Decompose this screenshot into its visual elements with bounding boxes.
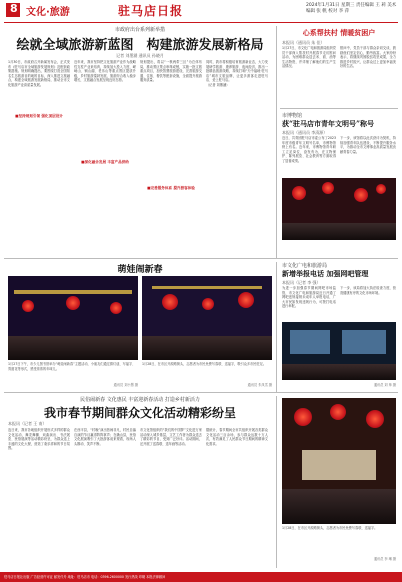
masthead-rule: [4, 22, 398, 23]
photo-left-caption: 1月27日下午，市少儿图书馆举办“萌娃闹新春”主题活动，小朋友们通过猜灯谜、写福字、剪窗花等形式，感受浓浓的年味儿。: [8, 362, 136, 371]
right-lower-byline: 本报讯（记者 李 强）: [282, 280, 321, 285]
lantern-shape: [292, 186, 306, 200]
bottom-column-4-text: 据统计，春节期间全市共组织开展各类群众文化活动三百余场，参与群众达数十万人次，有效满足了人民群众节日期间的精神文化需求。: [206, 428, 268, 446]
column-divider-2: [276, 262, 277, 392]
right-mid-column-1: [282, 136, 336, 176]
stage-light: [14, 290, 132, 294]
lead-headline: 绘就全域旅游新蓝图 构建旅游发展新格局: [16, 38, 264, 53]
lead-column-3: [140, 60, 202, 200]
bottom-kicker: 民俗闹新春 文化惠民 丰富迎新春活动 打造乡村新活力: [80, 397, 200, 403]
lead-column-1-text: 1月30日，市政府召开新闻发布会，正式发布《驻马店市全域旅游发展规划》及配套政策措施。规划明确提出，要围绕打造全国知名生态旅游目的地的目标，深入推进文旅融合，构建全域旅游发展新格局，推动全市文化旅游产业高质量发展。: [8, 60, 70, 87]
screen-shape: [342, 330, 386, 354]
masthead: [0, 0, 402, 22]
bottom-byline: 本报讯（记者 王 南）: [8, 421, 47, 426]
right-top-column-1: [282, 46, 336, 104]
bottom-headline: 我市春节期间群众文化活动精彩纷呈: [43, 406, 236, 420]
section-divider-2: [4, 392, 398, 393]
photo-right: [142, 276, 272, 360]
column-divider-3: [276, 396, 277, 568]
section-divider-1: [4, 258, 398, 259]
photo-left-credit: 通讯员 刘小慧 摄: [113, 383, 138, 387]
internet-cafe-photo: [282, 322, 396, 380]
bottom-column-3: [140, 428, 202, 568]
photo-left: [8, 276, 138, 360]
right-mid-column-2-text: 下一步，该馆将以此次获评为契机，持续加强青年队伍建设，不断提升服务水平，为推动全市文博事业高质量发展贡献青春力量。: [340, 136, 396, 154]
photo-feature-title: 萌娃闹新春: [117, 265, 163, 275]
right-lower-headline: 新增举报电话 加强网吧管理: [282, 269, 369, 278]
lead-subhead-3: ■完善服务体系 提升游客体验: [147, 186, 195, 190]
lead-kicker: 市政府出台系列新举措: [114, 27, 165, 33]
lead-continued: （记者 刘墨涵）: [206, 82, 230, 87]
section-title: 文化·旅游: [26, 7, 70, 18]
lead-byline: 记者 刘墨涵 通讯员 孙晓月: [116, 53, 164, 58]
lead-column-3-text: 规划提出，将以“一核两带三区”为总体布局，推动景区景点串珠成链，实施一批文旅重点项目，加快智慧旅游建设，完善旅游交通、住宿、餐饮等配套设施，全面提升旅游服务质量。: [140, 60, 202, 83]
photo-right-credit: 通讯员 朱凤雪 摄: [247, 383, 272, 387]
lantern-shape: [330, 404, 346, 420]
bottom-column-4: [206, 428, 268, 568]
page-number: 8: [10, 2, 18, 15]
bottom-photo-credit: 通讯员 李 琳 摄: [373, 557, 396, 561]
lead-subhead-2: ■深化融合发展 丰富产品供给: [81, 160, 129, 164]
footer-text: 驻马店日报社出版 广告经营许可证 邮发代号 地址：驻马店市 电话：0396-2600000 发行热线 印刷 本报法律顾问: [4, 575, 166, 579]
lantern-shape: [294, 408, 312, 426]
bottom-column-1: [8, 428, 70, 568]
lantern-shape: [110, 302, 122, 314]
right-lower-kicker: 市文化广电和旅游局: [282, 263, 328, 269]
lead-column-2-text: 近年来，我市坚持把文化旅游产业作为战略性支柱产业来培育，持续加大投入力度，嵘岈山、铜山湖、老乐山等重点景区提质升级，乡村旅游蓬勃发展，旅游综合收入稳步增长，文旅融合发展呈现良好态势。: [74, 60, 136, 83]
bottom-photo-caption: 1月28日，在市区开源路街头，志愿者为市民免费写春联、送福字。: [282, 526, 378, 530]
right-top-column-1-text: 1月27日，市文化广电和旅游局组织党员干部深入帮扶村开展春节走访慰问活动，为困难群众送去米、面、油等生活物资，并详细了解他们的生产生活情况。: [282, 46, 336, 69]
screen-shape: [290, 330, 330, 354]
bottom-column-3-text: 市文化馆组织的“我们的中国梦”文化进万家活动深入城乡基层，文艺工作者为群众送去了精彩的节目，受到广泛好评。活动期间，还开展了送春联、送年画等活动。: [140, 428, 202, 446]
lantern-shape: [366, 410, 384, 428]
right-mid-column-1-text: 近日，共青团驻马店市委公布了2023年度市级青年文明号名单，市博物馆榜上有名。近年来，市博物馆青年职工立足岗位、奋发有为，在文物保护、陈列展览、社会教育等方面取得了显著成绩。: [282, 136, 336, 163]
right-mid-headline: 获“驻马店市青年文明号”称号: [282, 119, 375, 128]
right-lower-credit: 通讯员 刘 帅 摄: [373, 383, 396, 387]
right-lower-column-1-text: 为进一步加强春节期间网吧市场监管，市文化广电和旅游局近日开通了网吧违规接纳未成年人举报电话，广大市民如发现违规行为，可拨打电话进行举报。: [282, 286, 336, 309]
lantern-shape: [238, 292, 254, 308]
crowd-shape: [8, 336, 138, 360]
stage-light: [152, 286, 262, 289]
crowd-shape: [282, 223, 396, 240]
right-lower-column-1: [282, 286, 336, 320]
lead-column-4-text: 同时，我市将积极培育旅游新业态，大力发展研学旅游、康养旅游、夜间经济，推出一批精品旅游线路，持续打响“天中福地·驻马店”城市文旅品牌，让更多游客走进驻马店、爱上驻马店。: [206, 60, 268, 83]
lantern-shape: [202, 298, 214, 310]
couplet-paper-shape: [302, 450, 376, 480]
lead-column-1: [8, 60, 70, 200]
column-divider: [276, 26, 277, 258]
museum-photo: [282, 178, 396, 240]
lantern-shape: [162, 294, 178, 310]
right-lower-column-2-text: 下一步，该局将加大执法检查力度，营造健康有序的文化市场环境。: [340, 286, 396, 295]
right-mid-column-2: [340, 136, 396, 176]
bottom-photo: [282, 398, 396, 524]
right-top-column-2-text: 慰问中，党员干部与群众亲切交谈，鼓励他们坚定信心，勤劳致富。大家纷纷表示，将继续巩固脱贫攻坚成果，全力推进乡村振兴，让群众过上更加幸福美好的生活。: [340, 46, 396, 69]
right-top-byline: 本报讯（通讯员 朱 佳）: [282, 40, 325, 45]
crowd-shape: [282, 489, 396, 524]
crowd-shape: [282, 364, 396, 380]
newspaper-logo: 驻马店日报: [118, 4, 184, 18]
lantern-shape: [322, 182, 334, 194]
right-mid-byline: 本报讯（通讯员 李清源）: [282, 130, 328, 135]
lead-subhead-1: ■坚持规划引领 强化顶层设计: [15, 114, 63, 118]
right-mid-kicker: 市博物馆: [282, 113, 303, 119]
bottom-column-1-text: 连日来，我市各地组织开展形式多样的群众文化活动，舞龙舞狮、戏曲演出、书法展览、民俗展演等活动精彩纷呈，为群众送上丰盛的文化大餐，营造了欢乐祥和的节日氛围。: [8, 428, 70, 451]
lead-column-2: [74, 60, 136, 200]
lantern-shape: [354, 188, 368, 202]
bottom-column-2-text: 在西平县，“村晚”演出热闹非凡，村民自编自演的节目赢得阵阵掌声；在确山县，民俗文化展演吸引了大批游客前来观看，现场人头攒动、笑声不断。: [74, 428, 136, 446]
crowd-shape: [142, 336, 272, 360]
lantern-shape: [66, 296, 80, 310]
right-top-headline: 心系帮扶村 情暖贫困户: [302, 29, 376, 37]
lantern-shape: [22, 300, 34, 312]
date-line: 2024年1月31日 星期三 责任编辑 王 莉 美术编辑 张 帆 校对 李 萍: [306, 3, 397, 14]
bottom-column-2: [74, 428, 136, 568]
lantern-shape: [376, 184, 386, 194]
right-top-column-2: [340, 46, 396, 104]
photo-right-caption: 1月28日，在市区开源路街头，志愿者为市民免费写春联、送福字，吸引众多市民驻足。: [142, 362, 267, 366]
lead-column-4: [206, 60, 268, 200]
right-divider-1: [280, 108, 398, 109]
right-lower-column-2: [340, 286, 396, 320]
